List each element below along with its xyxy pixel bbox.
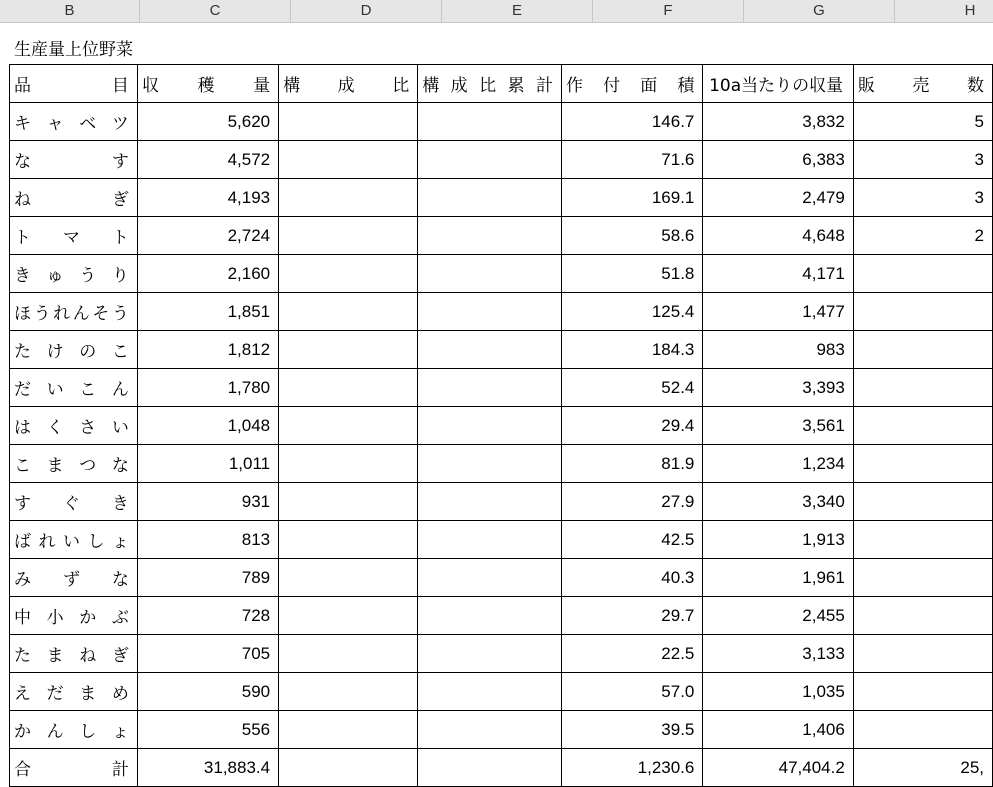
sales-cell[interactable]	[853, 635, 992, 673]
yield-cell[interactable]: 5,620	[137, 103, 278, 141]
yield-cell[interactable]: 1,048	[137, 407, 278, 445]
yield-cell[interactable]: 705	[137, 635, 278, 673]
total-label[interactable]: 合計	[10, 749, 138, 787]
cumulative-cell[interactable]	[418, 255, 562, 293]
total-yield[interactable]: 31,883.4	[137, 749, 278, 787]
header-area[interactable]: 作付面積	[561, 65, 702, 103]
header-ratio[interactable]: 構成比	[279, 65, 418, 103]
per10a-cell[interactable]: 3,393	[703, 369, 853, 407]
table-row	[10, 179, 993, 217]
area-cell[interactable]: 57.0	[561, 673, 702, 711]
per10a-cell[interactable]: 1,961	[703, 559, 853, 597]
column-header-bar	[0, 0, 993, 23]
area-cell[interactable]: 29.7	[561, 597, 702, 635]
per10a-cell[interactable]: 1,035	[703, 673, 853, 711]
item-cell[interactable]: たまねぎ	[10, 635, 138, 673]
per10a-cell[interactable]: 3,561	[703, 407, 853, 445]
data-table	[9, 64, 993, 787]
area-cell[interactable]: 146.7	[561, 103, 702, 141]
ratio-cell[interactable]	[279, 141, 418, 179]
area-cell[interactable]: 81.9	[561, 445, 702, 483]
item-cell[interactable]: みずな	[10, 559, 138, 597]
header-per10a[interactable]: 10a当たりの収量	[703, 65, 853, 103]
item-cell[interactable]: かんしょ	[10, 711, 138, 749]
cumulative-cell[interactable]	[418, 521, 562, 559]
ratio-cell[interactable]	[279, 559, 418, 597]
per10a-cell[interactable]: 3,133	[703, 635, 853, 673]
per10a-cell[interactable]: 3,832	[703, 103, 853, 141]
item-cell[interactable]: ほうれんそう	[10, 293, 138, 331]
yield-cell[interactable]: 2,160	[137, 255, 278, 293]
yield-cell[interactable]: 1,851	[137, 293, 278, 331]
cumulative-cell[interactable]	[418, 711, 562, 749]
ratio-cell[interactable]	[279, 673, 418, 711]
cumulative-cell[interactable]	[418, 635, 562, 673]
item-cell[interactable]: キャベツ	[10, 103, 138, 141]
table-row	[10, 597, 993, 635]
sales-cell[interactable]: 3	[853, 179, 992, 217]
area-cell[interactable]: 184.3	[561, 331, 702, 369]
cumulative-cell[interactable]	[418, 597, 562, 635]
ratio-cell[interactable]	[279, 711, 418, 749]
ratio-cell[interactable]	[279, 521, 418, 559]
per10a-cell[interactable]: 4,171	[703, 255, 853, 293]
area-cell[interactable]: 52.4	[561, 369, 702, 407]
table-row	[10, 103, 993, 141]
per10a-cell[interactable]: 2,479	[703, 179, 853, 217]
column-header-e[interactable]: E	[442, 0, 593, 22]
per10a-cell[interactable]: 1,406	[703, 711, 853, 749]
sales-cell[interactable]	[853, 445, 992, 483]
table-row	[10, 331, 993, 369]
header-sales[interactable]: 販売数	[853, 65, 992, 103]
table-row	[10, 673, 993, 711]
ratio-cell[interactable]	[279, 293, 418, 331]
cumulative-cell[interactable]	[418, 217, 562, 255]
yield-cell[interactable]: 590	[137, 673, 278, 711]
cumulative-cell[interactable]	[418, 179, 562, 217]
sales-cell[interactable]	[853, 711, 992, 749]
table-row	[10, 141, 993, 179]
header-cumulative[interactable]: 構成比累計	[418, 65, 562, 103]
table-row	[10, 483, 993, 521]
column-header-d[interactable]: D	[291, 0, 442, 22]
area-cell[interactable]: 29.4	[561, 407, 702, 445]
item-cell[interactable]: ばれいしょ	[10, 521, 138, 559]
yield-cell[interactable]: 813	[137, 521, 278, 559]
ratio-cell[interactable]	[279, 255, 418, 293]
item-cell[interactable]: なす	[10, 141, 138, 179]
ratio-cell[interactable]	[279, 331, 418, 369]
area-cell[interactable]: 169.1	[561, 179, 702, 217]
area-cell[interactable]: 22.5	[561, 635, 702, 673]
cumulative-cell[interactable]	[418, 141, 562, 179]
per10a-cell[interactable]: 2,455	[703, 597, 853, 635]
area-cell[interactable]: 58.6	[561, 217, 702, 255]
sales-cell[interactable]	[853, 255, 992, 293]
item-cell[interactable]: きゅうり	[10, 255, 138, 293]
sales-cell[interactable]	[853, 331, 992, 369]
ratio-cell[interactable]	[279, 103, 418, 141]
yield-cell[interactable]: 556	[137, 711, 278, 749]
area-cell[interactable]: 125.4	[561, 293, 702, 331]
table-row	[10, 635, 993, 673]
table-row	[10, 445, 993, 483]
per10a-cell[interactable]: 6,383	[703, 141, 853, 179]
table-row	[10, 711, 993, 749]
column-header-g[interactable]: G	[744, 0, 895, 22]
header-yield[interactable]: 収穫量	[137, 65, 278, 103]
sales-cell[interactable]	[853, 369, 992, 407]
per10a-cell[interactable]: 1,913	[703, 521, 853, 559]
header-item[interactable]: 品目	[10, 65, 138, 103]
per10a-cell[interactable]: 1,477	[703, 293, 853, 331]
yield-cell[interactable]: 728	[137, 597, 278, 635]
ratio-cell[interactable]	[279, 635, 418, 673]
total-area[interactable]: 1,230.6	[561, 749, 702, 787]
column-header-b[interactable]: B	[0, 0, 140, 22]
ratio-cell[interactable]	[279, 597, 418, 635]
area-cell[interactable]: 51.8	[561, 255, 702, 293]
cumulative-cell[interactable]	[418, 673, 562, 711]
table-row	[10, 521, 993, 559]
sales-cell[interactable]	[853, 407, 992, 445]
yield-cell[interactable]: 2,724	[137, 217, 278, 255]
cumulative-cell[interactable]	[418, 445, 562, 483]
cumulative-cell[interactable]	[418, 103, 562, 141]
ratio-cell[interactable]	[279, 407, 418, 445]
table-row	[10, 217, 993, 255]
sales-cell[interactable]	[853, 293, 992, 331]
cumulative-cell[interactable]	[418, 559, 562, 597]
cumulative-cell[interactable]	[418, 293, 562, 331]
sales-cell[interactable]	[853, 483, 992, 521]
total-sales[interactable]: 25,	[853, 749, 992, 787]
per10a-cell[interactable]: 4,648	[703, 217, 853, 255]
sales-cell[interactable]: 3	[853, 141, 992, 179]
ratio-cell[interactable]	[279, 369, 418, 407]
per10a-cell[interactable]: 983	[703, 331, 853, 369]
header-row	[10, 65, 993, 103]
area-cell[interactable]: 42.5	[561, 521, 702, 559]
item-cell[interactable]: ねぎ	[10, 179, 138, 217]
table-row	[10, 559, 993, 597]
sales-cell[interactable]	[853, 673, 992, 711]
item-cell[interactable]: たけのこ	[10, 331, 138, 369]
column-header-c[interactable]: C	[140, 0, 291, 22]
table-row	[10, 255, 993, 293]
item-cell[interactable]: 中小かぶ	[10, 597, 138, 635]
yield-cell[interactable]: 4,193	[137, 179, 278, 217]
ratio-cell[interactable]	[279, 445, 418, 483]
cumulative-cell[interactable]	[418, 331, 562, 369]
table-row	[10, 369, 993, 407]
item-cell[interactable]: だいこん	[10, 369, 138, 407]
yield-cell[interactable]: 1,011	[137, 445, 278, 483]
yield-cell[interactable]: 931	[137, 483, 278, 521]
table-row	[10, 293, 993, 331]
total-per10a[interactable]: 47,404.2	[703, 749, 853, 787]
item-cell[interactable]: すぐき	[10, 483, 138, 521]
item-cell[interactable]: えだまめ	[10, 673, 138, 711]
yield-cell[interactable]: 4,572	[137, 141, 278, 179]
sales-cell[interactable]: 5	[853, 103, 992, 141]
area-cell[interactable]: 40.3	[561, 559, 702, 597]
item-cell[interactable]: トマト	[10, 217, 138, 255]
area-cell[interactable]: 39.5	[561, 711, 702, 749]
cumulative-cell[interactable]	[418, 407, 562, 445]
per10a-cell[interactable]: 1,234	[703, 445, 853, 483]
sales-cell[interactable]	[853, 559, 992, 597]
yield-cell[interactable]: 789	[137, 559, 278, 597]
area-cell[interactable]: 27.9	[561, 483, 702, 521]
table-row	[10, 407, 993, 445]
yield-cell[interactable]: 1,780	[137, 369, 278, 407]
sales-cell[interactable]: 2	[853, 217, 992, 255]
sales-cell[interactable]	[853, 521, 992, 559]
ratio-cell[interactable]	[279, 217, 418, 255]
yield-cell[interactable]: 1,812	[137, 331, 278, 369]
column-header-f[interactable]: F	[593, 0, 744, 22]
area-cell[interactable]: 71.6	[561, 141, 702, 179]
ratio-cell[interactable]	[279, 483, 418, 521]
item-cell[interactable]: こまつな	[10, 445, 138, 483]
cumulative-cell[interactable]	[418, 483, 562, 521]
sales-cell[interactable]	[853, 597, 992, 635]
ratio-cell[interactable]	[279, 179, 418, 217]
per10a-cell[interactable]: 3,340	[703, 483, 853, 521]
column-header-h[interactable]: H	[895, 0, 993, 22]
cumulative-cell[interactable]	[418, 369, 562, 407]
sheet-title[interactable]: 生産量上位野菜	[14, 40, 133, 60]
item-cell[interactable]: はくさい	[10, 407, 138, 445]
